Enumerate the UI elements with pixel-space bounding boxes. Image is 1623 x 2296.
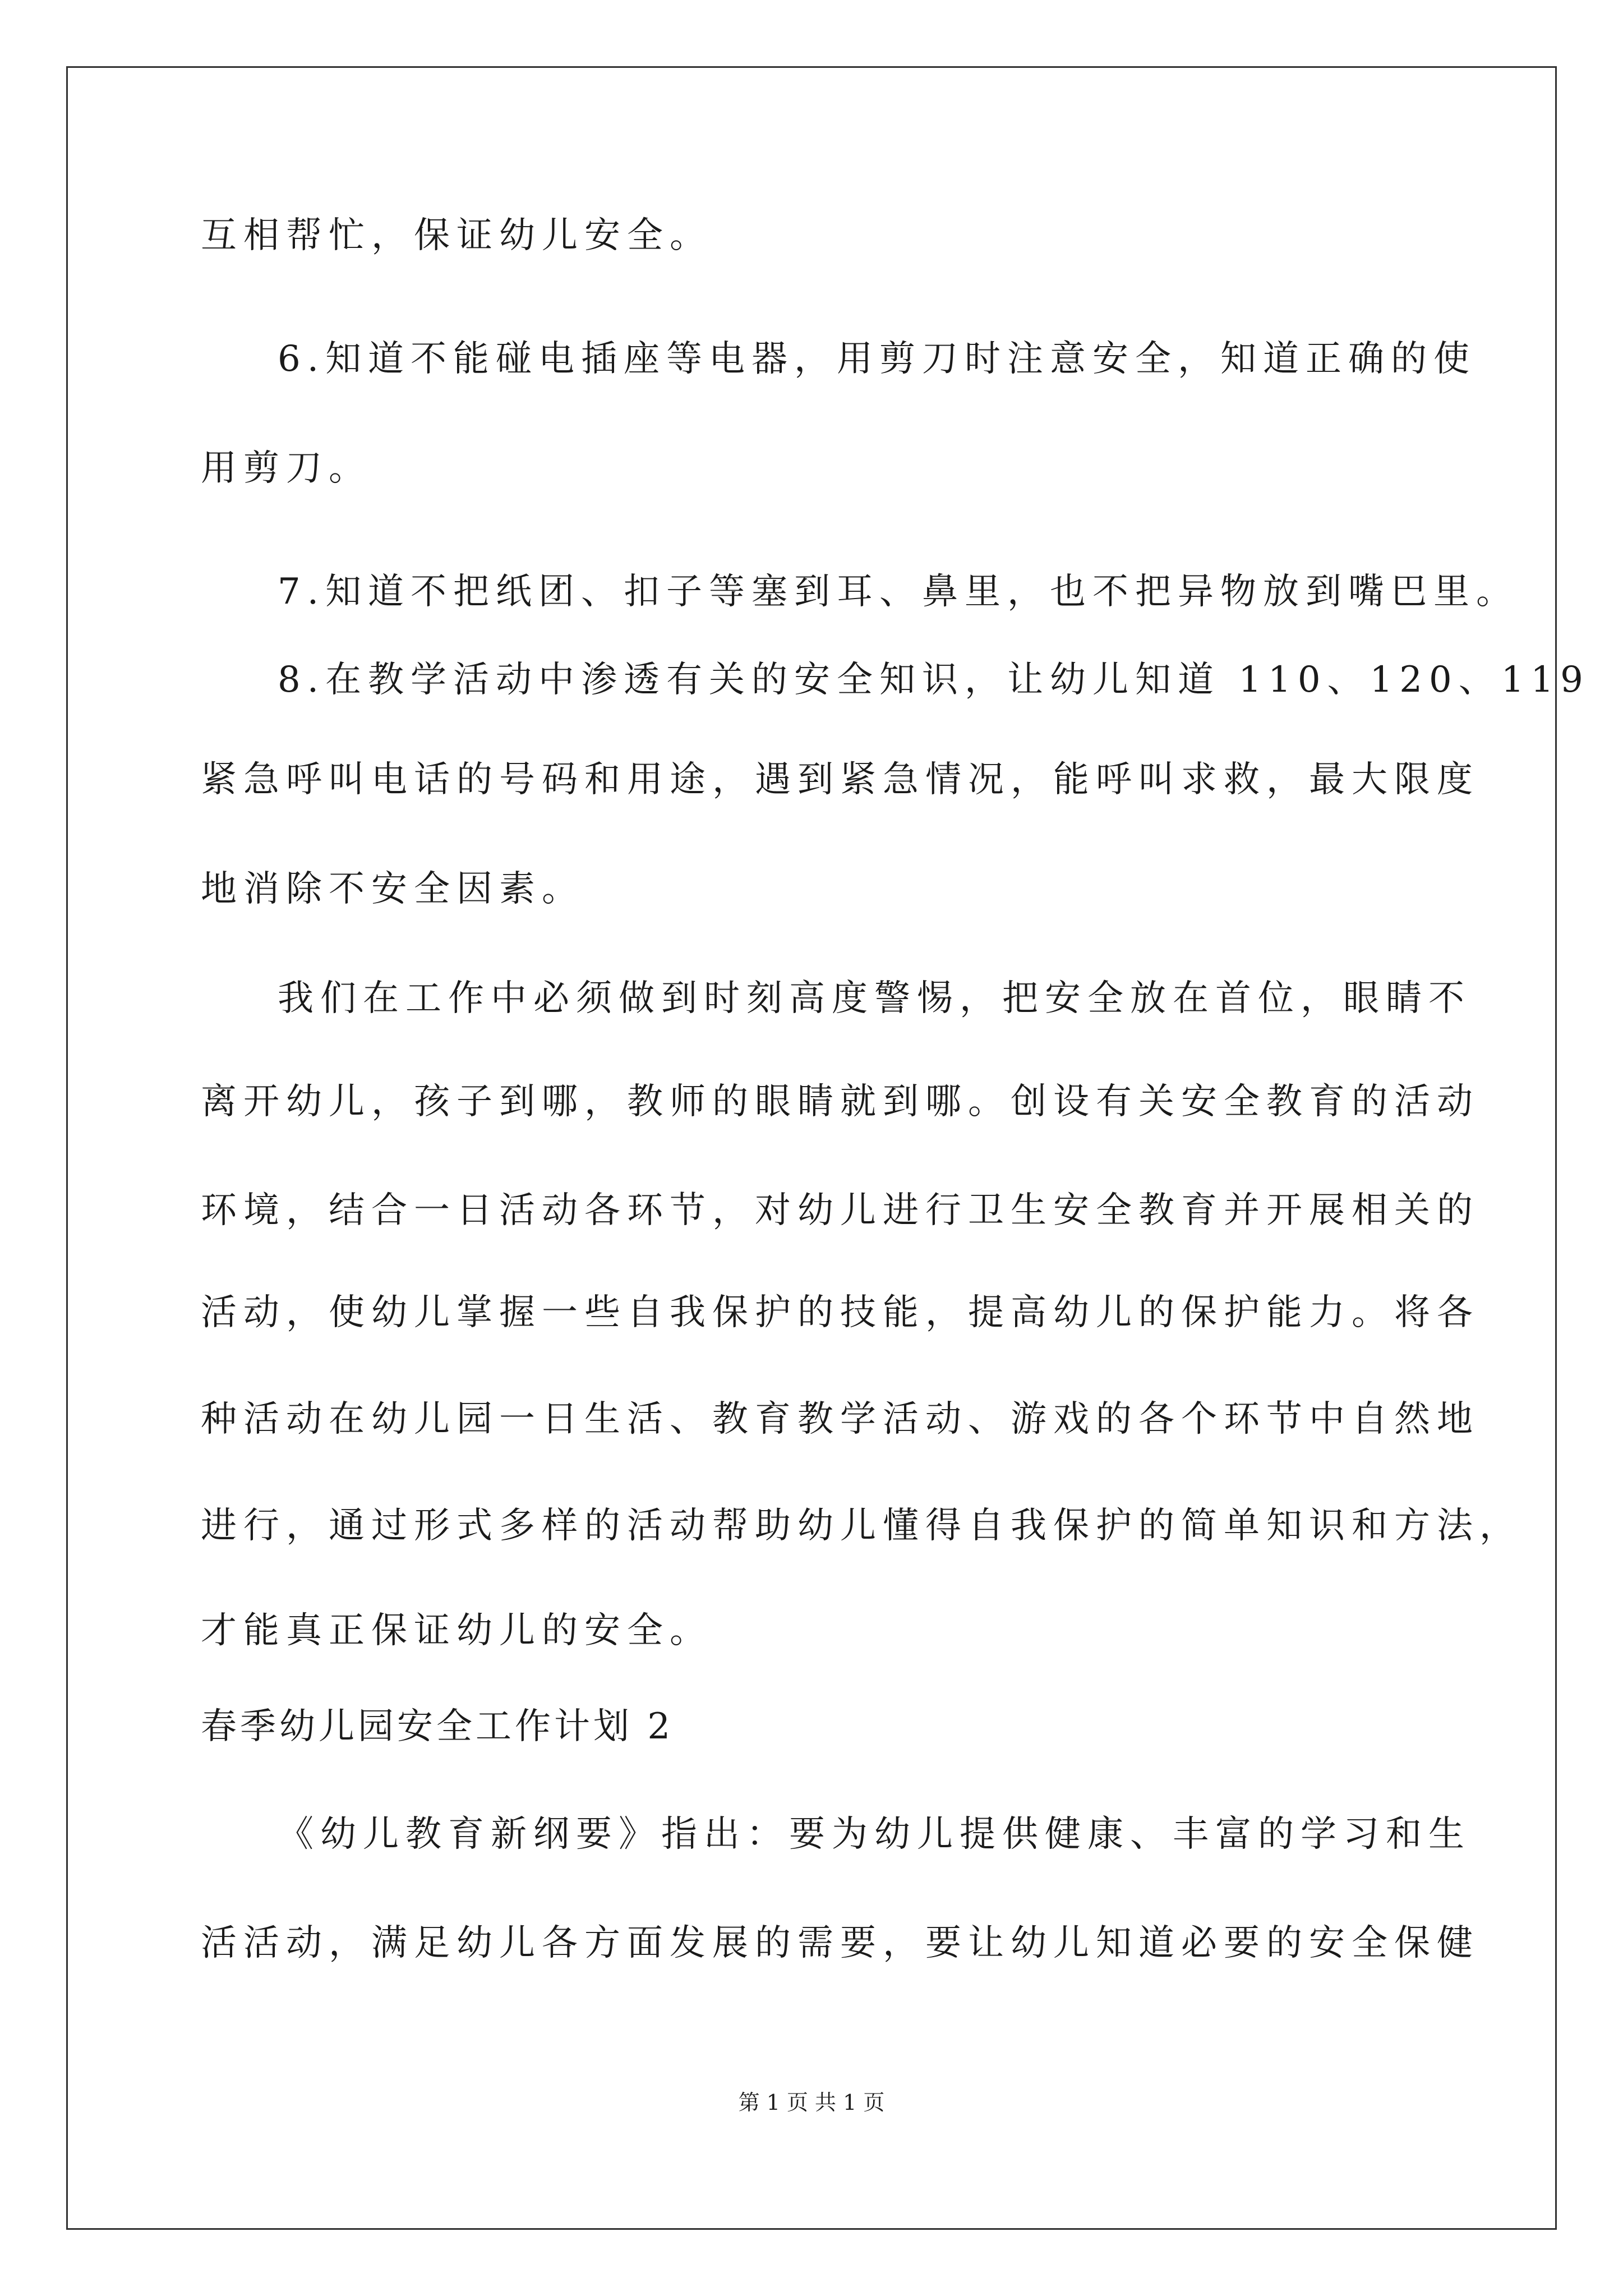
body-text-line: 用剪刀。 — [201, 448, 371, 489]
body-text-line: 环境，结合一日活动各环节，对幼儿进行卫生安全教育并开展相关的 — [201, 1190, 1479, 1231]
body-text-line: 互相帮忙，保证幼儿安全。 — [201, 215, 712, 256]
paragraph-start: 我们在工作中必须做到时刻高度警惕，把安全放在首位，眼睛不 — [278, 978, 1471, 1019]
page-footer: 第 1 页 共 1 页 — [738, 2090, 885, 2115]
body-text-line: 活活动，满足幼儿各方面发展的需要，要让幼儿知道必要的安全保健 — [201, 1922, 1479, 1964]
body-text-line: 活动，使幼儿掌握一些自我保护的技能，提高幼儿的保护能力。将各 — [201, 1292, 1479, 1333]
section-heading: 春季幼儿园安全工作计划 2 — [201, 1706, 674, 1747]
body-text-line: 进行，通过形式多样的活动帮助幼儿懂得自我保护的简单知识和方法， — [201, 1505, 1522, 1547]
body-text-line: 种活动在幼儿园一日生活、教育教学活动、游戏的各个环节中自然地 — [201, 1398, 1479, 1440]
body-text-line: 地消除不安全因素。 — [201, 868, 584, 910]
page-border — [66, 66, 1557, 2230]
list-item-7: 7.知道不把纸团、扣子等塞到耳、鼻里，也不把异物放到嘴巴里。 — [278, 571, 1519, 613]
list-item-8: 8.在教学活动中渗透有关的安全知识，让幼儿知道 110、120、119 — [278, 659, 1590, 701]
paragraph-start: 《幼儿教育新纲要》指出：要为幼儿提供健康、丰富的学习和生 — [278, 1814, 1471, 1855]
body-text-line: 紧急呼叫电话的号码和用途，遇到紧急情况，能呼叫求救，最大限度 — [201, 759, 1479, 800]
body-text-line: 才能真正保证幼儿的安全。 — [201, 1610, 712, 1651]
body-text-line: 离开幼儿，孩子到哪，教师的眼睛就到哪。创设有关安全教育的活动 — [201, 1081, 1479, 1122]
list-item-6: 6.知道不能碰电插座等电器，用剪刀时注意安全，知道正确的使 — [278, 338, 1477, 380]
